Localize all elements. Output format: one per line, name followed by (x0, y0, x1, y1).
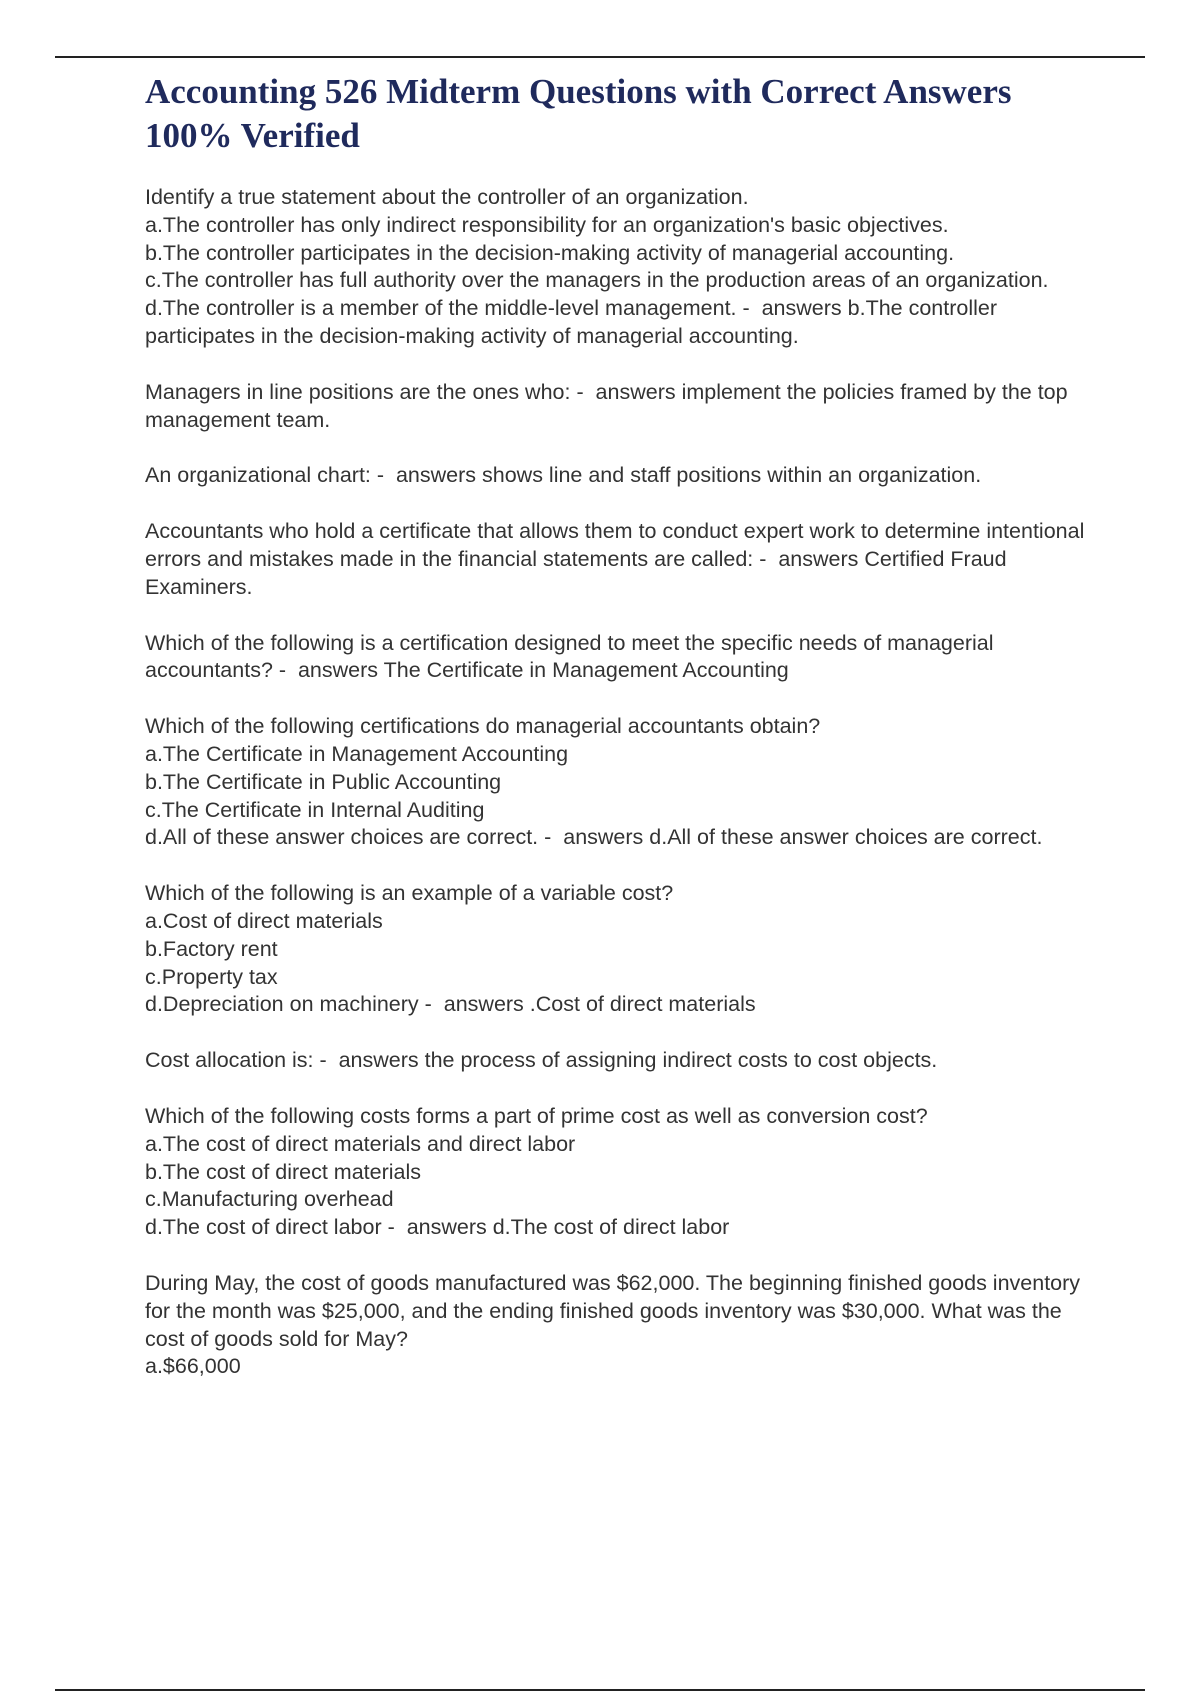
question-block (145, 184, 1105, 351)
answer-option: c.Property tax (145, 964, 278, 989)
answer-option: b.Factory rent (145, 936, 278, 961)
question-text: Cost allocation is: - answers the process of assigning indirect costs to cost objects. (145, 1048, 938, 1073)
question-text: Which of the following is an example of a variable cost? (145, 881, 674, 906)
answer-option: c.Manufacturing overhead (145, 1187, 394, 1212)
answer-option: d.Depreciation on machinery - answers .Cost of direct materials (145, 992, 756, 1017)
question-text: Which of the following costs forms a part of prime cost as well as conversion cost? (145, 1103, 928, 1128)
question-text: Managers in line positions are the ones who: - answers implement the policies framed by the top management team. (145, 379, 1074, 432)
page-title: Accounting 526 Midterm Questions with Correct Answers 100% Verified (145, 72, 1012, 155)
answer-option: b.The Certificate in Public Accounting (145, 769, 502, 794)
answer-option: d.The cost of direct labor - answers d.The cost of direct labor (145, 1215, 730, 1240)
question-block (145, 518, 1105, 601)
answer-option: c.The Certificate in Internal Auditing (145, 797, 485, 822)
answer-option: a.The controller has only indirect responsibility for an organization's basic objectives. (145, 212, 949, 237)
question-text: Which of the following is a certification designed to meet the specific needs of managerial accountants? - answers The Certificate in Management Accounting (145, 630, 1000, 683)
question-list (145, 184, 1105, 1409)
bottom-divider (55, 1689, 1145, 1691)
question-block (145, 880, 1105, 1019)
answer-option: b.The cost of direct materials (145, 1159, 422, 1184)
question-text: Identify a true statement about the controller of an organization. (145, 185, 749, 209)
answer-option: a.$66,000 (145, 1354, 241, 1379)
question-text: Accountants who hold a certificate that allows them to conduct expert work to determine intentional errors and mistakes made in the financial statements are called: - answers Certified Fraud Examiners. (145, 519, 1091, 599)
top-divider (55, 56, 1145, 58)
question-block (145, 379, 1105, 435)
question-block (145, 1270, 1105, 1381)
answer-option: d.The controller is a member of the middle-level management. - answers b.The controller participates in the decision-making activity of managerial accounting. (145, 296, 1003, 348)
question-text: Which of the following certifications do managerial accountants obtain? (145, 714, 821, 739)
answer-option: d.All of these answer choices are correct. - answers d.All of these answer choices are correct. (145, 825, 1043, 850)
question-text: During May, the cost of goods manufactured was $62,000. The beginning finished goods inventory for the month was $25,000, and the ending finished goods inventory was $30,000. What was the cost of goods sold for May? (145, 1270, 1087, 1351)
answer-option: a.The cost of direct materials and direct labor (145, 1131, 576, 1156)
answer-option: a.Cost of direct materials (145, 908, 383, 933)
question-text: An organizational chart: - answers shows line and staff positions within an organization. (145, 463, 982, 488)
question-block (145, 462, 1105, 490)
question-block (145, 1103, 1105, 1242)
answer-option: b.The controller participates in the decision-making activity of managerial accounting. (145, 240, 955, 265)
question-block (145, 630, 1105, 686)
question-block (145, 713, 1105, 852)
answer-option: c.The controller has full authority over the managers in the production areas of an organization. (145, 268, 1049, 293)
question-block (145, 1047, 1105, 1075)
answer-option: a.The Certificate in Management Accounting (145, 741, 569, 766)
